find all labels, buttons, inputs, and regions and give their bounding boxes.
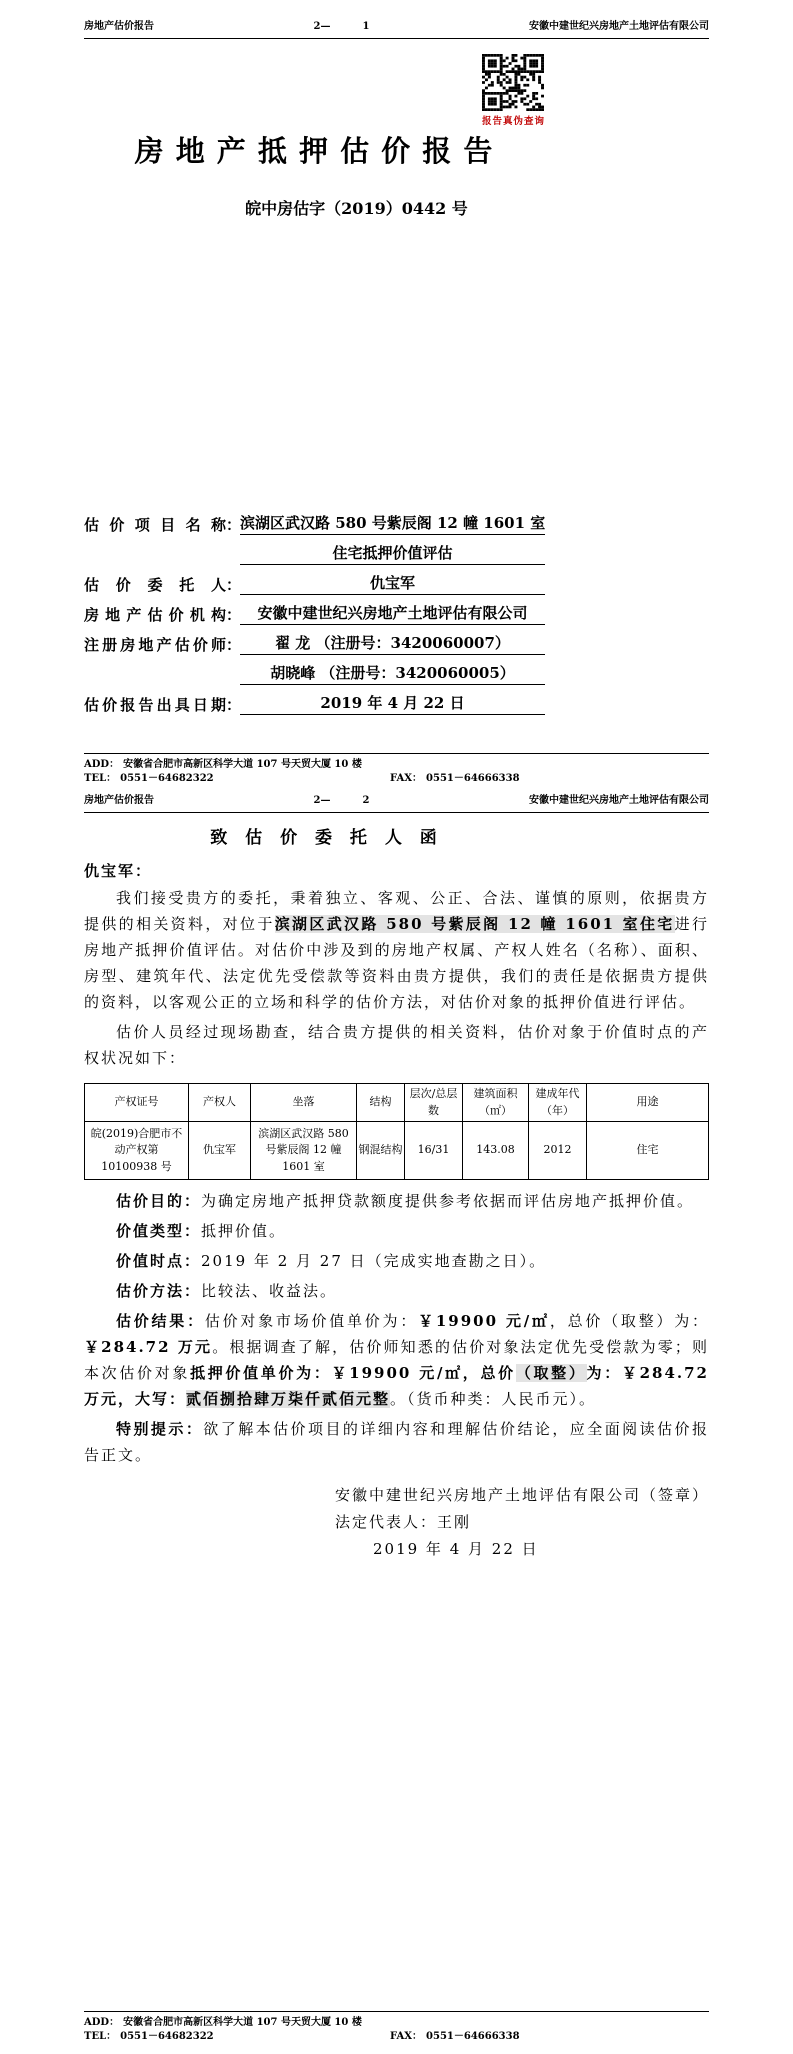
signature-inner xyxy=(335,1482,709,1563)
result-amount-in-words: 贰佰捌拾肆万柒仟贰佰元整 xyxy=(186,1390,391,1408)
cell-certificate-no: 皖(2019)合肥市不动产权第 10100938 号 xyxy=(85,1122,189,1180)
form-colon: ： xyxy=(226,636,242,654)
form-colon: ： xyxy=(226,576,242,594)
form-row-report-date xyxy=(84,685,709,715)
th-location: 坐落 xyxy=(251,1084,357,1122)
qr-block xyxy=(482,54,544,127)
footer-contact-line xyxy=(84,772,709,786)
intro-text-a: 我们接受贵方的委托，秉着独立、客观、公正、合法、谨慎的原则，依据贵方提供的相关资料，对位于 xyxy=(84,889,709,933)
result-currency-note: 。（货币种类：人民币元）。 xyxy=(390,1390,597,1408)
method-paragraph xyxy=(84,1278,709,1304)
footer-address-line xyxy=(84,2016,709,2030)
page2-header xyxy=(84,786,709,813)
notice-paragraph xyxy=(84,1416,709,1468)
form-row-appraiser-1 xyxy=(84,625,709,655)
th-year-built: 建成年代（年） xyxy=(529,1084,587,1122)
footer-tel-label: TEL： xyxy=(84,773,117,784)
value-date-label: 价值时点： xyxy=(116,1252,202,1270)
form-colon: ： xyxy=(226,696,242,714)
result-rounded-highlight: （取整） xyxy=(515,1364,587,1382)
th-owner: 产权人 xyxy=(189,1084,251,1122)
th-certificate-no: 产权证号 xyxy=(85,1084,189,1122)
letter-title: 致 估 价 委 托 人 函 xyxy=(210,828,443,848)
form-label-report-date: 估价报告出具日期 xyxy=(84,696,226,714)
header-company-name: 安徽中建世纪兴房地产土地评估有限公司 xyxy=(529,795,709,806)
th-floor: 层次/总层数 xyxy=(405,1084,463,1122)
result-total-price-1: ￥284.72 万元 xyxy=(84,1338,213,1356)
footer-fax-value: 0551－64666338 xyxy=(426,2031,520,2042)
notice-text: 欲了解本估价项目的详细内容和理解估价结论，应全面阅读估价报告正文。 xyxy=(84,1420,709,1464)
page1-header xyxy=(84,0,709,39)
result-total-price-2: 为：￥284.72 万元，大写： xyxy=(84,1364,709,1408)
header-page-indicator xyxy=(314,794,370,807)
header-doc-title: 房地产估价报告 xyxy=(84,795,154,806)
footer-contact-line xyxy=(84,2030,709,2044)
purpose-text: 为确定房地产抵押贷款额度提供参考依据而评估房地产抵押价值。 xyxy=(201,1192,695,1210)
signature-date: 2019 年 4 月 22 日 xyxy=(372,1540,539,1558)
form-colon: ： xyxy=(226,516,242,534)
cell-floor: 16/31 xyxy=(405,1122,463,1180)
th-area: 建筑面积（㎡） xyxy=(463,1084,529,1122)
value-type-label: 价值类型： xyxy=(116,1222,202,1240)
form-value-project-line1: 滨湖区武汉路 580 号紫辰阁 12 幢 1601 室 xyxy=(240,512,545,535)
form-row-project-name-cont xyxy=(84,535,709,565)
header-page-number: 2 xyxy=(362,795,370,806)
cell-use: 住宅 xyxy=(587,1122,709,1180)
cell-structure: 钢混结构 xyxy=(357,1122,405,1180)
footer-tel xyxy=(84,2030,390,2044)
notice-label: 特别提示： xyxy=(116,1420,204,1438)
method-text: 比较法、收益法。 xyxy=(201,1282,338,1300)
form-value-project-line2: 住宅抵押价值评估 xyxy=(240,542,545,565)
footer-add-value: 安徽省合肥市高新区科学大道 107 号天贸大厦 10 楼 xyxy=(123,2017,362,2028)
form-colon: ： xyxy=(226,606,242,624)
footer-tel xyxy=(84,772,390,786)
footer-fax xyxy=(390,2030,520,2044)
report-number: 皖中房估字（2019）0442 号 xyxy=(245,199,468,218)
form-value-agency: 安徽中建世纪兴房地产土地评估有限公司 xyxy=(240,602,545,625)
footer-add-value: 安徽省合肥市高新区科学大道 107 号天贸大厦 10 楼 xyxy=(123,759,362,770)
value-date-text: 2019 年 2 月 27 日（完成实地查勘之日）。 xyxy=(201,1252,547,1270)
footer-address-line xyxy=(84,758,709,772)
result-text-3: 。根据调查了解，估价师知悉的估价对象法定优先受偿款为零；则本次估价对象 xyxy=(84,1338,709,1382)
footer-tel-value: 0551－64682322 xyxy=(120,2031,214,2042)
value-type-text: 抵押价值。 xyxy=(201,1222,287,1240)
header-company-name: 安徽中建世纪兴房地产土地评估有限公司 xyxy=(529,21,709,32)
form-label-agency: 房地产估价机构 xyxy=(84,606,226,624)
purpose-label: 估价目的： xyxy=(116,1192,202,1210)
page1-footer xyxy=(84,753,709,786)
footer-fax-value: 0551－64666338 xyxy=(426,773,520,784)
th-use: 用途 xyxy=(587,1084,709,1122)
form-value-appraiser-1: 翟 龙 （注册号：3420060007） xyxy=(240,632,545,655)
result-paragraph xyxy=(84,1308,709,1412)
table-header-row xyxy=(85,1084,709,1122)
cell-owner: 仇宝军 xyxy=(189,1122,251,1180)
intro-paragraph xyxy=(84,885,709,1015)
property-address-highlight: 滨湖区武汉路 580 号紫辰阁 12 幢 1601 室住宅 xyxy=(274,915,675,933)
footer-add-label: ADD： xyxy=(84,2017,120,2028)
page2-footer xyxy=(84,2011,709,2044)
result-text-1: 估价对象市场价值单价为： xyxy=(204,1312,419,1330)
form-row-client xyxy=(84,565,709,595)
signature-representative: 法定代表人：王刚 xyxy=(334,1513,471,1531)
table-row xyxy=(85,1122,709,1180)
result-label: 估价结果： xyxy=(116,1312,205,1330)
signature-company: 安徽中建世纪兴房地产土地评估有限公司（签章） xyxy=(334,1486,709,1504)
form-value-client: 仇宝军 xyxy=(240,572,545,595)
purpose-paragraph xyxy=(84,1188,709,1214)
footer-tel-value: 0551－64682322 xyxy=(120,773,214,784)
footer-fax-label: FAX： xyxy=(390,2031,423,2042)
ownership-paragraph: 估价人员经过现场勘查，结合贵方提供的相关资料，估价对象于价值时点的产权状况如下： xyxy=(84,1023,709,1067)
form-row-project-name xyxy=(84,505,709,535)
letter-salutation: 仇宝军： xyxy=(84,862,153,880)
form-value-appraiser-2: 胡晓峰 （注册号：3420060005） xyxy=(240,662,545,685)
intro-text-b: 进行房地产抵押价值评估。对估价中涉及到的房地产权属、产权人姓名（名称）、面积、房型、建筑年代、法定优先受偿款等资料由贵方提供，我们的责任是依据贵方提供的资料，以客观公正的立场和科学的估价方法，对估价对象的抵押价值进行评估。 xyxy=(84,915,709,1011)
method-label: 估价方法： xyxy=(116,1282,202,1300)
header-doc-title: 房地产估价报告 xyxy=(84,21,154,32)
qr-code-icon xyxy=(482,54,544,111)
header-page-indicator xyxy=(314,20,370,33)
value-date-paragraph xyxy=(84,1248,709,1274)
form-row-appraiser-2 xyxy=(84,655,709,685)
signature-block xyxy=(84,1482,709,1563)
cell-location: 滨湖区武汉路 580 号紫辰阁 12 幢 1601 室 xyxy=(251,1122,357,1180)
cell-area: 143.08 xyxy=(463,1122,529,1180)
form-label-project: 估价项目名称 xyxy=(84,516,226,534)
cover-form xyxy=(84,505,709,715)
form-value-report-date: 2019 年 4 月 22 日 xyxy=(240,692,545,715)
cell-year-built: 2012 xyxy=(529,1122,587,1180)
form-label-appraiser: 注册房地产估价师 xyxy=(84,636,226,654)
header-page-total: 2— xyxy=(313,21,331,32)
result-text-2: ，总价（取整）为： xyxy=(549,1312,709,1330)
result-mortgage-price: 抵押价值单价为：￥19900 元/㎡，总价 xyxy=(190,1364,516,1382)
header-page-total: 2— xyxy=(313,795,331,806)
th-structure: 结构 xyxy=(357,1084,405,1122)
footer-fax xyxy=(390,772,520,786)
footer-add-label: ADD： xyxy=(84,759,120,770)
qr-caption: 报告真伪查询 xyxy=(482,116,546,127)
property-table xyxy=(84,1083,709,1180)
result-unit-price-1: ￥19900 元/㎡ xyxy=(418,1312,550,1330)
form-label-client: 估价委托人 xyxy=(84,576,226,594)
footer-fax-label: FAX： xyxy=(390,773,423,784)
form-row-agency xyxy=(84,595,709,625)
footer-tel-label: TEL： xyxy=(84,2031,117,2042)
report-title: 房 地 产 抵 押 估 价 报 告 xyxy=(134,134,494,168)
value-type-paragraph xyxy=(84,1218,709,1244)
header-page-number: 1 xyxy=(362,21,370,32)
